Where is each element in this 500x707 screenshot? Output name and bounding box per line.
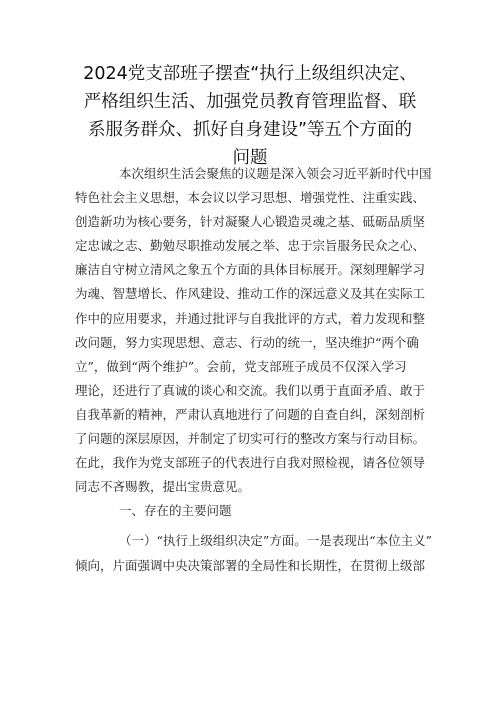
paragraph-line: 定忠诚之志、勤勉尽职推动发展之举、忠于宗旨服务民众之心、 xyxy=(75,238,426,254)
paragraph-line: 同志不吝赐教，提出宝贵意见。 xyxy=(75,479,251,495)
paragraph-line: 在此，我作为党支部班子的代表进行自我对照检视，请各位领导 xyxy=(75,455,426,471)
intro-paragraph xyxy=(75,162,435,499)
paragraph-line: 本次组织生活会聚焦的议题是深入领会习近平新时代中国 xyxy=(119,166,432,181)
paragraph-line: 特色社会主义思想，本会议以学习思想、增强党性、注重实践、 xyxy=(75,190,426,206)
paragraph-line: 自我革新的精神，严肃认真地进行了问题的自查自纠，深刻剖析 xyxy=(75,406,426,422)
paragraph-line: 廉洁自守树立清风之象五个方面的具体目标展开。深刻理解学习 xyxy=(75,262,426,278)
paragraph-line: 作中的应用要求，并通过批评与自我批评的方式，着力发现和整 xyxy=(75,310,426,326)
title-line: 问题 xyxy=(232,148,268,168)
section-heading: 一、存在的主要问题 xyxy=(119,503,232,519)
paragraph-line: 了问题的深层原因，并制定了切实可行的整改方案与行动目标。 xyxy=(75,431,426,447)
document-body xyxy=(75,162,435,578)
paragraph-line: 倾向，片面强调中央决策部署的全局性和长期性，在贯彻上级部 xyxy=(75,557,426,573)
paragraph-line: 立”，做到“两个维护”。会前，党支部班子成员不仅深入学习 xyxy=(75,358,407,374)
paragraph-line: 创造新功为核心要务，针对凝聚人心锻造灵魂之基、砥砺品质坚 xyxy=(75,214,426,230)
paragraph-line: （一）“执行上级组织决定”方面。一是表现出“本位主义” xyxy=(119,533,433,549)
paragraph-line: 理论，还进行了真诚的谈心和交流。我们以勇于直面矛盾、敢于 xyxy=(75,382,426,398)
paragraph-line: 为魂、智慧增长、作风建设、推动工作的深远意义及其在实际工 xyxy=(75,286,426,302)
title-line: 2024党支部班子摆查“执行上级组织决定、 xyxy=(83,64,417,84)
title-line: 严格组织生活、加强党员教育管理监督、联 xyxy=(83,92,417,112)
title-line: 系服务群众、抓好自身建设”等五个方面的 xyxy=(87,120,413,140)
subsection-paragraph xyxy=(75,529,435,577)
document-title xyxy=(60,60,440,172)
paragraph-line: 改问题，努力实现思想、意志、行动的统一，坚决维护“两个确 xyxy=(75,334,419,350)
